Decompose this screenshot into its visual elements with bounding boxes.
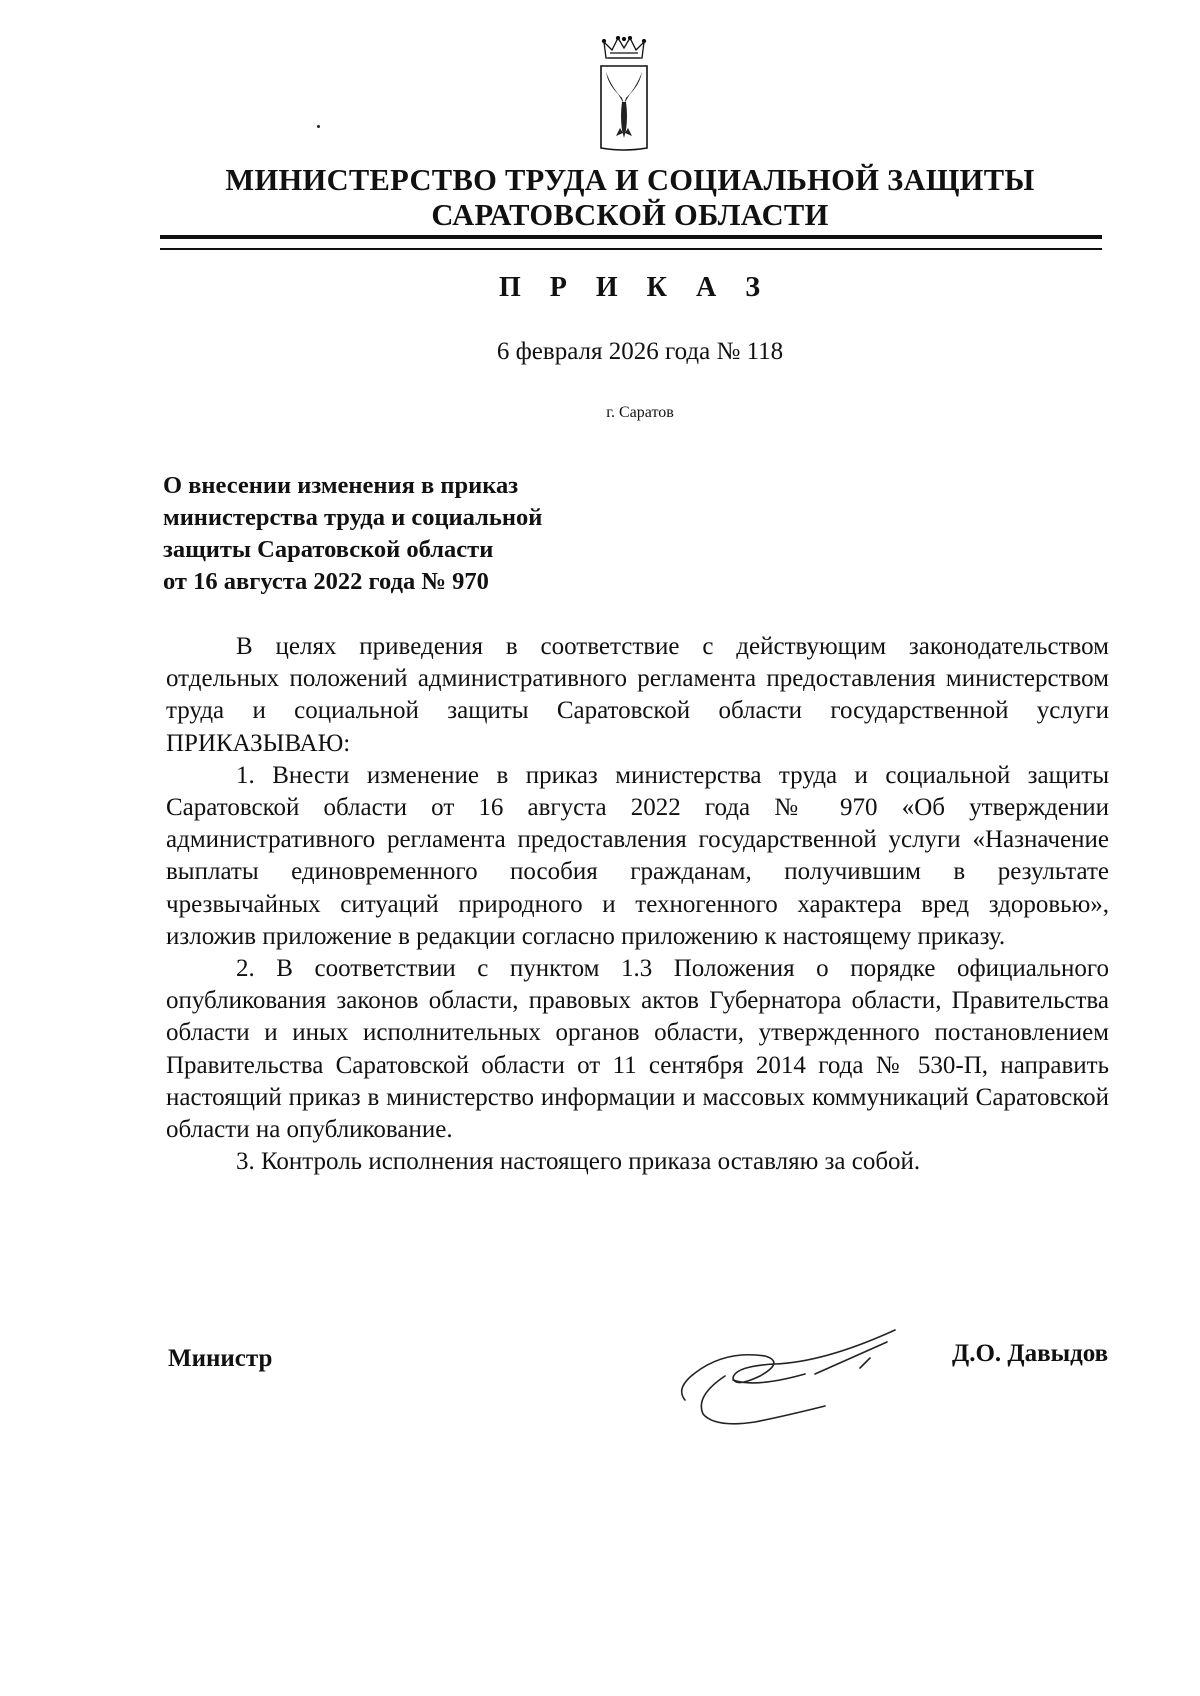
subject-line: от 16 августа 2022 года № 970	[163, 568, 489, 595]
signer-name: Д.О. Давыдов	[952, 1340, 1109, 1367]
body-paragraph-item-2: 2. В соответствии с пунктом 1.3 Положения о порядке официального опубликования законов области, правовых актов Губернатора области, Правительства области и иных исполнительных органов области, утвержденного постановлением Правительства Саратовской области от 11 сентября 2014 года № 530-П, направить настоящий приказ в министерство информации и массовых коммуникаций Саратовской области на опубликование.	[166, 955, 1109, 1144]
subject-line: защиты Саратовской области	[163, 536, 494, 563]
document-subject	[163, 470, 683, 598]
coat-of-arms-icon	[596, 36, 652, 152]
document-city: г. Саратов	[606, 404, 674, 421]
header-divider-thick	[160, 235, 1102, 239]
ministry-title-line2: САРАТОВСКОЙ ОБЛАСТИ	[431, 198, 829, 232]
body-paragraph-item-1: 1. Внести изменение в приказ министерства труда и социальной защиты Саратовской области от 16 августа 2022 года № 970 «Об утверждении административного регламента предоставления государственной услуги «Назначение выплаты единовременного пособия гражданам, получившим в результате чрезвычайных ситуаций природного и техногенного характера вред здоровью», изложив приложение в редакции согласно приложению к настоящему приказу.	[166, 761, 1109, 950]
subject-line: О внесении изменения в приказ	[163, 472, 519, 499]
ministry-title-line1: МИНИСТЕРСТВО ТРУДА И СОЦИАЛЬНОЙ ЗАЩИТЫ	[225, 163, 1035, 197]
body-paragraph-item-3: 3. Контроль исполнения настоящего приказа оставляю за собой.	[236, 1148, 921, 1176]
handwritten-signature-icon	[665, 1318, 910, 1433]
document-body	[166, 631, 1109, 1178]
document-type: П Р И К А З	[499, 272, 771, 303]
header-divider-thin	[160, 248, 1102, 250]
body-paragraph-preamble: В целях приведения в соответствие с действующим законодательством отдельных положений административного регламента предоставления министерством труда и социальной защиты Саратовской области государственной услуги ПРИКАЗЫВАЮ:	[166, 633, 1109, 757]
subject-line: министерства труда и социальной	[163, 504, 543, 531]
signer-title: Министр	[168, 1345, 273, 1372]
document-date-number: 6 февраля 2026 года № 118	[496, 338, 784, 365]
scan-speck	[317, 125, 320, 128]
